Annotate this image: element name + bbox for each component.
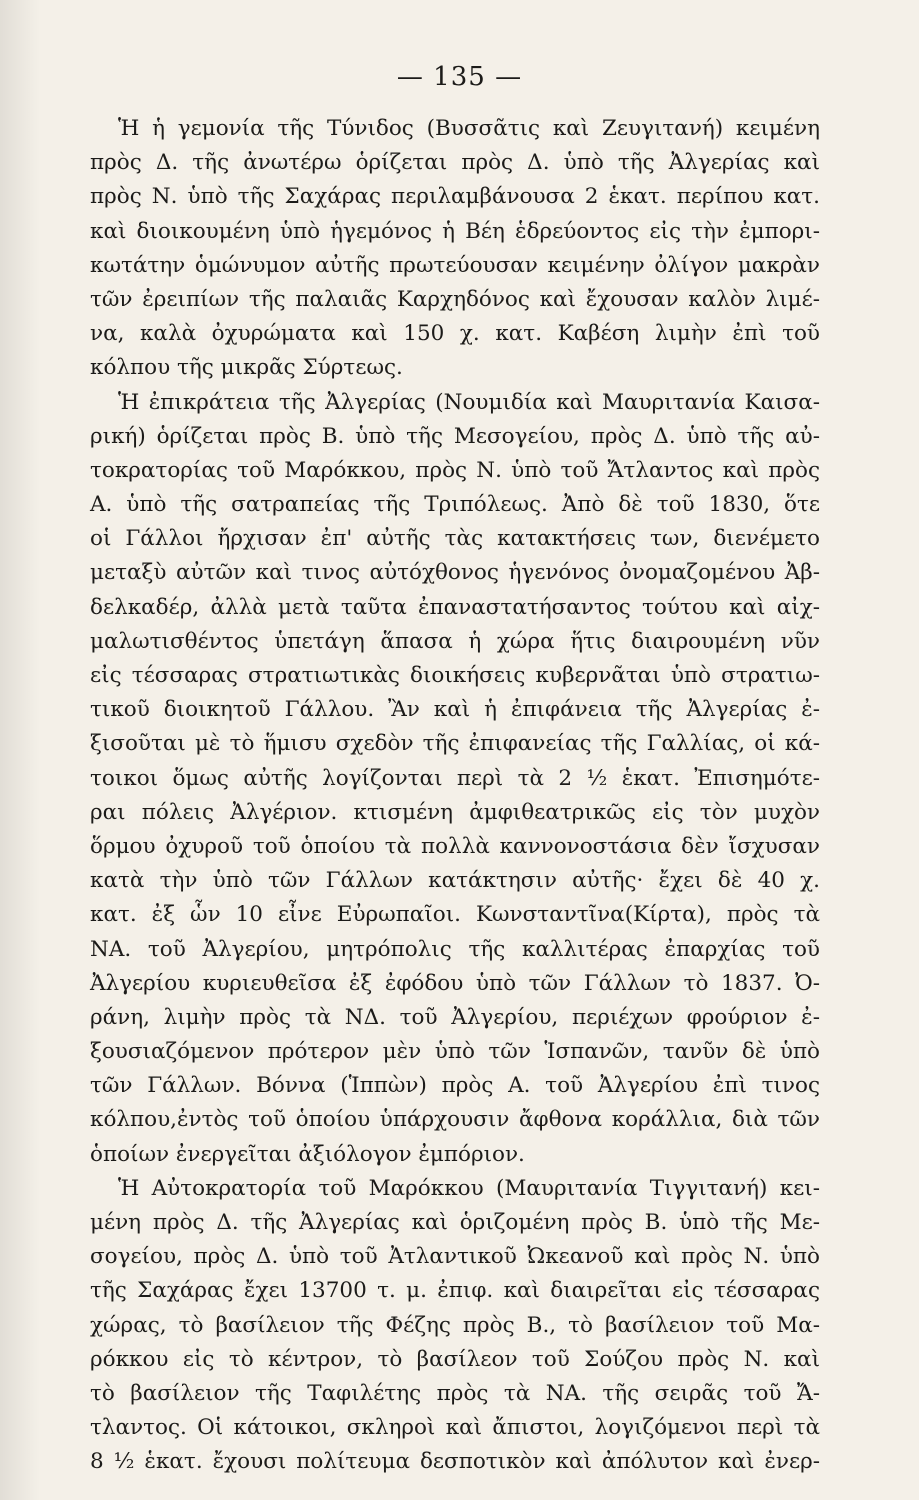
text-line: κωτάτην ὁμώνυμον αὐτῆς πρωτεύουσαν κειμένην ὀλίγον μακρὰν <box>90 252 820 278</box>
text-line: ξισοῦται μὲ τὸ ἥμισυ σχεδὸν τῆς ἐπιφανείας τῆς Γαλλίας, οἱ κά- <box>90 731 820 757</box>
text-line: ρική) ὁρίζεται πρὸς Β. ὑπὸ τῆς Μεσογείου, πρὸς Δ. ὑπὸ τῆς αὐ- <box>90 423 820 449</box>
text-line: δελκαδέρ, ἀλλὰ μετὰ ταῦτα ἐπαναστατήσαντος τούτου καὶ αἰχ- <box>90 594 820 620</box>
text-line: ΝΑ. τοῦ Ἀλγερίου, μητρόπολις τῆς καλλιτέρας ἐπαρχίας τοῦ <box>90 936 820 962</box>
text-line: μεταξὺ αὐτῶν καὶ τινος αὐτόχθονος ἡγενόνος ὀνομαζομένου Ἀβ- <box>90 560 820 586</box>
text-line: Ἡ Αὐτοκρατορία τοῦ Μαρόκκου (Μαυριτανία Τιγγιτανή) κει- <box>118 1175 820 1201</box>
text-line: πρὸς Ν. ὑπὸ τῆς Σαχάρας περιλαμβάνουσα 2 ἑκατ. περίπου κατ. <box>90 184 820 210</box>
text-line: κόλπου,ἐντὸς τοῦ ὁποίου ὑπάρχουσιν ἄφθονα κοράλλια, διὰ τῶν <box>90 1107 820 1133</box>
text-line: ραι πόλεις Ἀλγέριον. κτισμένη ἀμφιθεατρικῶς εἰς τὸν μυχὸν <box>90 799 820 825</box>
text-line: κατ. ἐξ ὧν 10 εἶνε Εὐρωπαῖοι. Κωνσταντῖνα(Κίρτα), πρὸς τὰ <box>90 902 820 928</box>
body-text <box>90 112 820 1480</box>
text-line: κόλπου τῆς μικρᾶς Σύρτεως. <box>90 355 403 381</box>
text-line: τλαντος. Οἱ κάτοικοι, σκληροὶ καὶ ἄπιστοι, λογιζόμενοι περὶ τὰ <box>90 1415 820 1441</box>
text-line: τῶν Γάλλων. Βόννα (Ἱππὼν) πρὸς Α. τοῦ Ἀλγερίου ἐπὶ τινος <box>90 1073 820 1099</box>
text-line: ὅρμου ὀχυροῦ τοῦ ὁποίου τὰ πολλὰ καννονοστάσια δὲν ἴσχυσαν <box>90 833 820 859</box>
text-line: ράνη, λιμὴν πρὸς τὰ ΝΔ. τοῦ Ἀλγερίου, περιέχων φρούριον ἐ- <box>90 1004 820 1030</box>
text-line: εἰς τέσσαρας στρατιωτικὰς διοικήσεις κυβερνᾶται ὑπὸ στρατιω- <box>90 663 820 688</box>
text-line: τῆς Σαχάρας ἔχει 13700 τ. μ. ἐπιφ. καὶ διαιρεῖται εἰς τέσσαρας <box>90 1278 820 1304</box>
text-line: Α. ὑπὸ τῆς σατραπείας τῆς Τριπόλεως. Ἀπὸ δὲ τοῦ 1830, ὅτε <box>90 492 820 518</box>
text-line: τὸ βασίλειον τῆς Ταφιλέτης πρὸς τὰ ΝΑ. τῆς σειρᾶς τοῦ Ἄ- <box>90 1380 820 1406</box>
text-line: τικοῦ διοικητοῦ Γάλλου. Ἂν καὶ ἡ ἐπιφάνεια τῆς Ἀλγερίας ἐ- <box>90 697 820 723</box>
text-line: 8 ½ ἑκατ. ἔχουσι πολίτευμα δεσποτικὸν καὶ ἀπόλυτον καὶ ἐνερ- <box>90 1449 820 1475</box>
text-line: ὁποίων ἐνεργεῖται ἀξιόλογον ἐμπόριον. <box>90 1141 525 1167</box>
text-line: μαλωτισθέντος ὑπετάγη ἅπασα ἡ χώρα ἥτις διαιρουμένη νῦν <box>90 628 820 654</box>
text-line: να, καλὰ ὀχυρώματα καὶ 150 χ. κατ. Καβέση λιμὴν ἐπὶ τοῦ <box>90 321 820 347</box>
page-number: — 135 — <box>396 62 523 92</box>
text-line: ρόκκου εἰς τὸ κέντρον, τὸ βασίλεον τοῦ Σούζου πρὸς Ν. καὶ <box>90 1346 820 1372</box>
text-line: κατὰ τὴν ὑπὸ τῶν Γάλλων κατάκτησιν αὐτῆς· ἔχει δὲ 40 χ. <box>90 868 820 894</box>
text-line: χώρας, τὸ βασίλειον τῆς Φέζης πρὸς Β., τὸ βασίλειον τοῦ Μα- <box>90 1312 820 1338</box>
text-line: τῶν ἐρειπίων τῆς παλαιᾶς Καρχηδόνος καὶ ἔχουσαν καλὸν λιμέ- <box>90 286 820 312</box>
text-line: μένη πρὸς Δ. τῆς Ἀλγερίας καὶ ὁριζομένη πρὸς Β. ὑπὸ τῆς Με- <box>90 1210 820 1235</box>
text-line: σογείου, πρὸς Δ. ὑπὸ τοῦ Ἀτλαντικοῦ Ὠκεανοῦ καὶ πρὸς Ν. ὑπὸ <box>90 1244 820 1270</box>
text-line: καὶ διοικουμένη ὑπὸ ἡγεμόνος ἡ Βέη ἑδρεύοντος εἰς τὴν ἐμπορι- <box>90 218 820 244</box>
text-line: Ἡ ἡ γεμονία τῆς Τύνιδος (Βυσσᾶτις καὶ Ζευγιτανή) κειμένη <box>118 116 820 141</box>
text-line: ξουσιαζόμενον πρότερον μὲν ὑπὸ τῶν Ἱσπανῶν, τανῦν δὲ ὑπὸ <box>90 1039 820 1065</box>
text-line: τοικοι ὅμως αὐτῆς λογίζονται περὶ τὰ 2 ½ ἑκατ. Ἐπισημότε- <box>90 765 820 791</box>
text-line: Ἀλγερίου κυριευθεῖσα ἐξ ἐφόδου ὑπὸ τῶν Γάλλων τὸ 1837. Ὀ- <box>90 970 820 996</box>
text-line: πρὸς Δ. τῆς ἀνωτέρω ὁρίζεται πρὸς Δ. ὑπὸ τῆς Ἀλγερίας καὶ <box>90 150 820 176</box>
text-line: Ἡ ἐπικράτεια τῆς Ἀλγερίας (Νουμιδία καὶ Μαυριτανία Καισα- <box>118 389 820 415</box>
text-line: τοκρατορίας τοῦ Μαρόκκου, πρὸς Ν. ὑπὸ τοῦ Ἄτλαντος καὶ πρὸς <box>90 457 820 483</box>
text-line: οἱ Γάλλοι ἤρχισαν ἐπ' αὐτῆς τὰς κατακτήσεις των, διενέμετο <box>90 526 820 552</box>
